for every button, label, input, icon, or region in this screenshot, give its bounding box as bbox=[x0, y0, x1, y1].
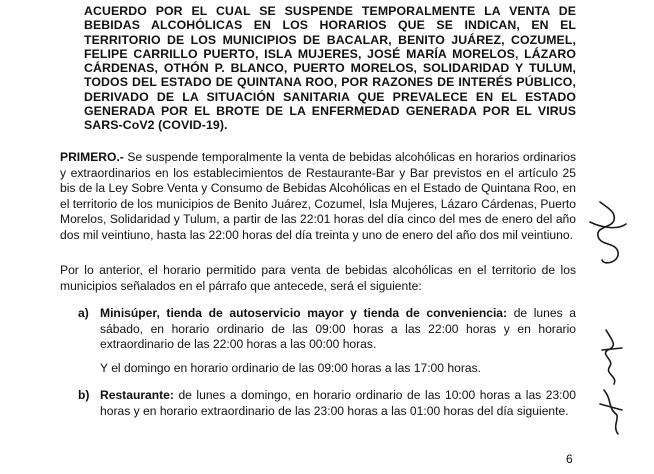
list-item-restaurante bbox=[78, 388, 576, 419]
list-item-content bbox=[100, 388, 576, 419]
sunday-schedule-note: Y el domingo en horario ordinario de las 09:00 horas a las 17:00 horas. bbox=[100, 361, 481, 375]
article-text: Se suspende temporalmente la venta de bebidas alcohólicas en horarios ordinarios y extraordinarios en los establecimientos de Restaurante-Bar y Bar previstos en el artículo 25 bis de la Ley Sobre Venta y Consumo de Bebidas Alcohólicas en el Estado de Quintana Roo, en el territorio de los municipios de Benito Juárez, Cozumel, Isla Mujeres, Lázaro Cárdenas, Puerto Morelos, Solidaridad y Tulum, a partir de las 22:01 horas del día cinco del mes de enero del año dos mil veintiuno, hasta las 22:00 horas del día treinta y uno de enero del año dos mil veintiuno. bbox=[60, 150, 576, 242]
list-item-text: de lunes a domingo, en horario ordinario de las 10:00 horas a las 23:00 horas y en horario extraordinario de las 23:00 horas a las 01:00 horas del día siguiente. bbox=[100, 388, 576, 418]
list-item-label: Minisúper, tienda de autoservicio mayor y tienda de conveniencia: bbox=[100, 306, 508, 320]
list-item-text: de lunes a sábado, en horario ordinario de las 09:00 horas a las 22:00 horas y en horario extraordinario de las 22:00 horas a las 00:00 horas. bbox=[100, 306, 576, 351]
list-marker: a) bbox=[78, 306, 89, 320]
list-item-minisuper bbox=[78, 306, 576, 353]
article-primero bbox=[60, 150, 576, 243]
schedule-intro-paragraph: Por lo anterior, el horario permitido para venta de bebidas alcohólicas en el territorio de los municipios señalados en el párrafo que antecede, será el siguiente: bbox=[60, 263, 576, 293]
document-title: ACUERDO POR EL CUAL SE SUSPENDE TEMPORALMENTE LA VENTA DE BEBIDAS ALCOHÓLICAS EN LOS HORARIOS QUE SE INDICAN, EN EL TERRITORIO DE LOS MUNICIPIOS DE BACALAR, BENITO JUÁREZ, COZUMEL, FELIPE CARRILLO PUERTO, ISLA MUJERES, JOSÉ MARÍA MORELOS, LÁZARO CÁRDENAS, OTHÓN P. BLANCO, PUERTO MORELOS, SOLIDARIDAD Y TULUM, TODOS DEL ESTADO DE QUINTANA ROO, POR RAZONES DE INTERÉS PÚBLICO, DERIVADO DE LA SITUACIÓN SANITARIA QUE PREVALECE EN EL ESTADO GENERADA POR EL BROTE DE LA ENFERMEDAD GENERADA POR EL VIRUS SARS-CoV2 (COVID-19). bbox=[84, 4, 576, 133]
list-item-content bbox=[100, 306, 576, 353]
list-item-label: Restaurante: bbox=[100, 388, 174, 402]
margin-signature-icon bbox=[578, 190, 638, 440]
list-marker: b) bbox=[78, 388, 90, 402]
article-label: PRIMERO.- bbox=[60, 150, 124, 164]
page-number: 6 bbox=[566, 452, 573, 466]
